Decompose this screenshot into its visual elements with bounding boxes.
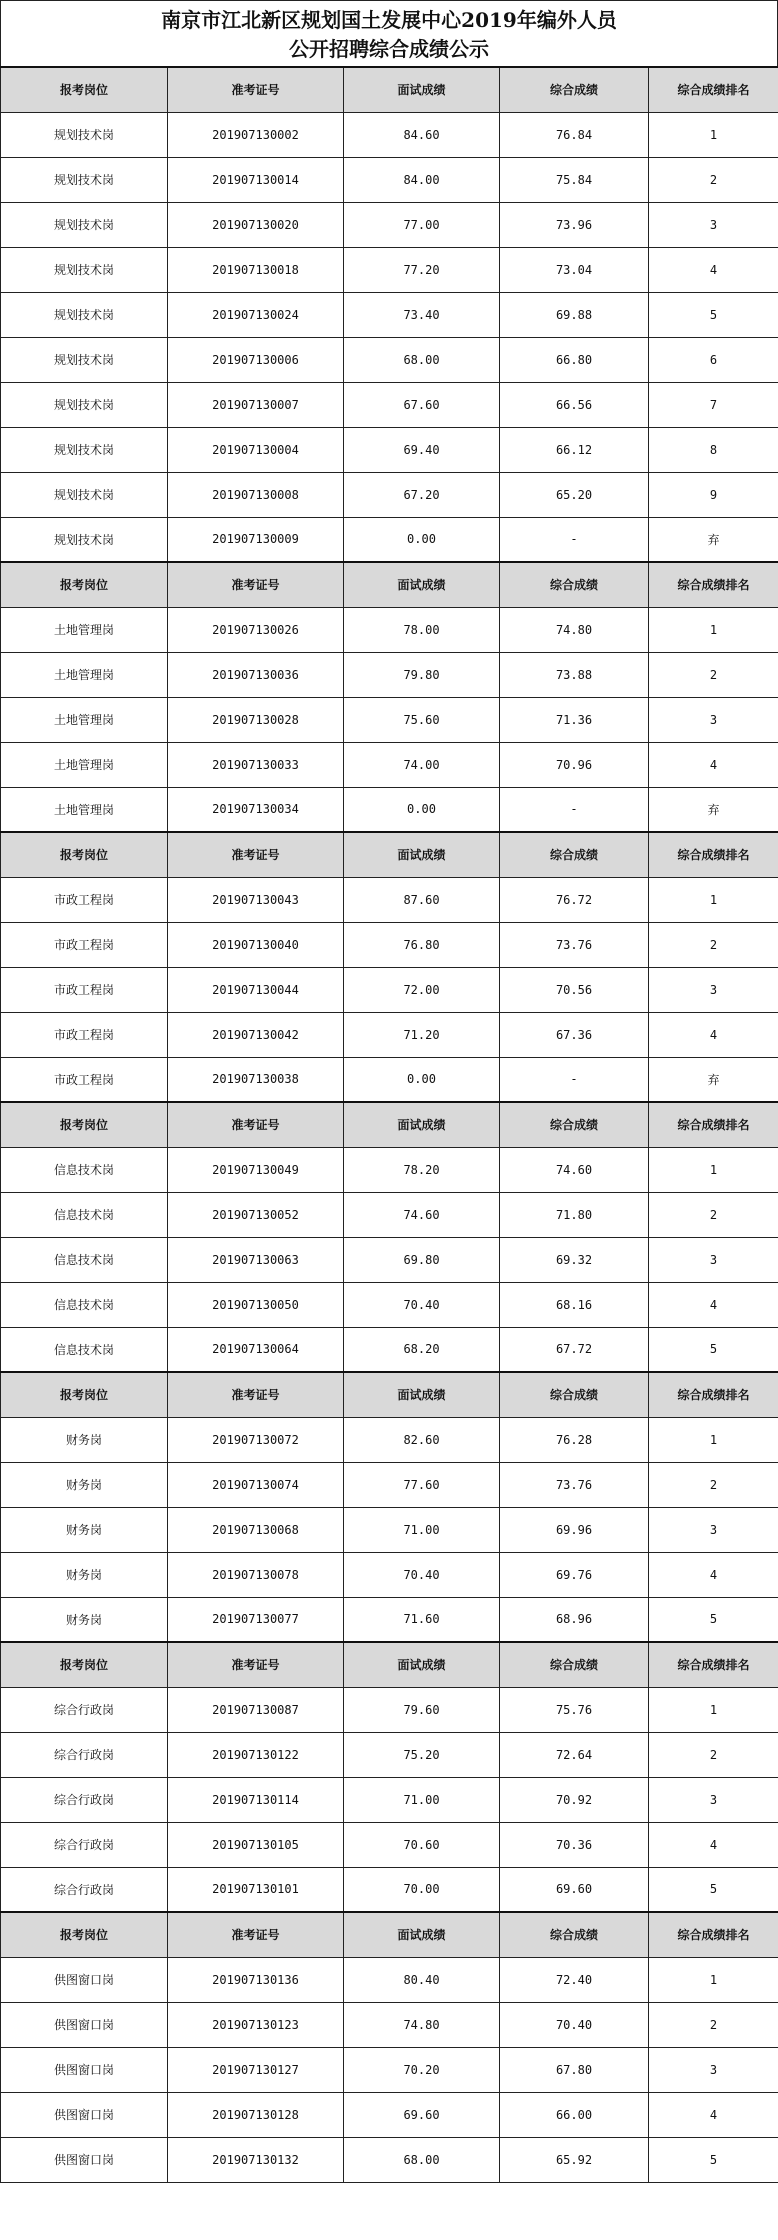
position-cell: 规划技术岗	[1, 427, 168, 472]
position-cell: 规划技术岗	[1, 202, 168, 247]
exam-id-cell: 201907130020	[168, 202, 344, 247]
position-cell: 市政工程岗	[1, 922, 168, 967]
interview-score-cell: 74.60	[344, 1192, 500, 1237]
rank-cell: 4	[649, 1282, 778, 1327]
interview-score-cell: 72.00	[344, 967, 500, 1012]
position-cell: 市政工程岗	[1, 877, 168, 922]
rank-cell: 5	[649, 2137, 778, 2182]
table-row	[1, 607, 778, 652]
total-score-cell: 65.20	[500, 472, 649, 517]
interview-score-cell: 69.60	[344, 2092, 500, 2137]
exam-id-cell: 201907130122	[168, 1732, 344, 1777]
rank-cell: 5	[649, 1597, 778, 1642]
total-score-cell: 72.64	[500, 1732, 649, 1777]
interview-score-cell: 87.60	[344, 877, 500, 922]
column-header: 准考证号	[168, 1372, 344, 1417]
exam-id-cell: 201907130024	[168, 292, 344, 337]
rank-cell: 2	[649, 1192, 778, 1237]
position-cell: 综合行政岗	[1, 1867, 168, 1912]
position-cell: 信息技术岗	[1, 1282, 168, 1327]
exam-id-cell: 201907130123	[168, 2002, 344, 2047]
total-score-cell: 76.72	[500, 877, 649, 922]
interview-score-cell: 74.00	[344, 742, 500, 787]
rank-cell: 4	[649, 1012, 778, 1057]
column-header: 报考岗位	[1, 832, 168, 877]
total-score-cell: 69.96	[500, 1507, 649, 1552]
position-cell: 供图窗口岗	[1, 2002, 168, 2047]
rank-cell: 1	[649, 1687, 778, 1732]
position-cell: 土地管理岗	[1, 697, 168, 742]
interview-score-cell: 82.60	[344, 1417, 500, 1462]
table-row	[1, 877, 778, 922]
total-score-cell: 71.36	[500, 697, 649, 742]
column-header: 综合成绩	[500, 562, 649, 607]
position-cell: 财务岗	[1, 1462, 168, 1507]
table-row	[1, 1732, 778, 1777]
exam-id-cell: 201907130068	[168, 1507, 344, 1552]
rank-cell: 7	[649, 382, 778, 427]
interview-score-cell: 69.80	[344, 1237, 500, 1282]
title-line-1: 南京市江北新区规划国土发展中心2019年编外人员	[161, 8, 617, 32]
rank-cell: 2	[649, 922, 778, 967]
table-row	[1, 1192, 778, 1237]
interview-score-cell: 79.60	[344, 1687, 500, 1732]
column-header: 面试成绩	[344, 1102, 500, 1147]
rank-cell: 4	[649, 1552, 778, 1597]
table-row	[1, 922, 778, 967]
position-cell: 土地管理岗	[1, 652, 168, 697]
position-cell: 规划技术岗	[1, 382, 168, 427]
column-header: 面试成绩	[344, 832, 500, 877]
exam-id-cell: 201907130004	[168, 427, 344, 472]
interview-score-cell: 68.20	[344, 1327, 500, 1372]
table-row	[1, 427, 778, 472]
exam-id-cell: 201907130026	[168, 607, 344, 652]
column-header: 综合成绩排名	[649, 67, 778, 112]
position-cell: 规划技术岗	[1, 337, 168, 382]
total-score-cell: 73.76	[500, 922, 649, 967]
exam-id-cell: 201907130014	[168, 157, 344, 202]
table-header-row	[1, 1372, 778, 1417]
total-score-cell: 66.56	[500, 382, 649, 427]
column-header: 面试成绩	[344, 1912, 500, 1957]
exam-id-cell: 201907130128	[168, 2092, 344, 2137]
rank-cell: 4	[649, 247, 778, 292]
table-row	[1, 292, 778, 337]
interview-score-cell: 75.20	[344, 1732, 500, 1777]
rank-cell: 2	[649, 1462, 778, 1507]
interview-score-cell: 70.00	[344, 1867, 500, 1912]
total-score-cell: 70.56	[500, 967, 649, 1012]
exam-id-cell: 201907130087	[168, 1687, 344, 1732]
interview-score-cell: 79.80	[344, 652, 500, 697]
column-header: 综合成绩排名	[649, 562, 778, 607]
total-score-cell: 67.80	[500, 2047, 649, 2092]
column-header: 综合成绩	[500, 1642, 649, 1687]
interview-score-cell: 73.40	[344, 292, 500, 337]
table-row	[1, 202, 778, 247]
table-row	[1, 1282, 778, 1327]
exam-id-cell: 201907130063	[168, 1237, 344, 1282]
rank-cell: 2	[649, 652, 778, 697]
interview-score-cell: 0.00	[344, 517, 500, 562]
exam-id-cell: 201907130136	[168, 1957, 344, 2002]
exam-id-cell: 201907130002	[168, 112, 344, 157]
table-row	[1, 1867, 778, 1912]
interview-score-cell: 75.60	[344, 697, 500, 742]
position-cell: 规划技术岗	[1, 292, 168, 337]
interview-score-cell: 70.60	[344, 1822, 500, 1867]
position-cell: 规划技术岗	[1, 517, 168, 562]
exam-id-cell: 201907130034	[168, 787, 344, 832]
rank-cell: 3	[649, 1237, 778, 1282]
table-row	[1, 787, 778, 832]
table-row	[1, 2047, 778, 2092]
rank-cell: 5	[649, 1867, 778, 1912]
table-row	[1, 382, 778, 427]
exam-id-cell: 201907130127	[168, 2047, 344, 2092]
total-score-cell: -	[500, 517, 649, 562]
position-cell: 财务岗	[1, 1597, 168, 1642]
interview-score-cell: 84.60	[344, 112, 500, 157]
table-row	[1, 1462, 778, 1507]
rank-cell: 1	[649, 112, 778, 157]
rank-cell: 3	[649, 2047, 778, 2092]
position-cell: 信息技术岗	[1, 1192, 168, 1237]
position-cell: 供图窗口岗	[1, 2092, 168, 2137]
rank-cell: 4	[649, 1822, 778, 1867]
table-row	[1, 112, 778, 157]
column-header: 面试成绩	[344, 67, 500, 112]
total-score-cell: 72.40	[500, 1957, 649, 2002]
exam-id-cell: 201907130018	[168, 247, 344, 292]
table-row	[1, 1237, 778, 1282]
column-header: 准考证号	[168, 67, 344, 112]
total-score-cell: 73.88	[500, 652, 649, 697]
position-cell: 市政工程岗	[1, 1012, 168, 1057]
table-header-row	[1, 832, 778, 877]
rank-cell: 弃	[649, 787, 778, 832]
exam-id-cell: 201907130132	[168, 2137, 344, 2182]
table-row	[1, 1957, 778, 2002]
table-row	[1, 1057, 778, 1102]
column-header: 报考岗位	[1, 1912, 168, 1957]
column-header: 综合成绩排名	[649, 832, 778, 877]
column-header: 综合成绩排名	[649, 1912, 778, 1957]
exam-id-cell: 201907130042	[168, 1012, 344, 1057]
rank-cell: 弃	[649, 517, 778, 562]
interview-score-cell: 70.40	[344, 1282, 500, 1327]
total-score-cell: 70.92	[500, 1777, 649, 1822]
table-header-row	[1, 1642, 778, 1687]
column-header: 准考证号	[168, 1102, 344, 1147]
interview-score-cell: 77.00	[344, 202, 500, 247]
total-score-cell: 74.80	[500, 607, 649, 652]
exam-id-cell: 201907130114	[168, 1777, 344, 1822]
interview-score-cell: 77.60	[344, 1462, 500, 1507]
position-cell: 市政工程岗	[1, 1057, 168, 1102]
rank-cell: 1	[649, 1147, 778, 1192]
total-score-cell: 68.96	[500, 1597, 649, 1642]
table-header-row	[1, 562, 778, 607]
interview-score-cell: 74.80	[344, 2002, 500, 2047]
title-line-2: 公开招聘综合成绩公示	[289, 37, 489, 61]
position-cell: 财务岗	[1, 1507, 168, 1552]
total-score-cell: 75.84	[500, 157, 649, 202]
exam-id-cell: 201907130078	[168, 1552, 344, 1597]
total-score-cell: 76.28	[500, 1417, 649, 1462]
position-cell: 规划技术岗	[1, 247, 168, 292]
position-cell: 财务岗	[1, 1417, 168, 1462]
table-row	[1, 1147, 778, 1192]
rank-cell: 2	[649, 1732, 778, 1777]
table-header-row	[1, 1102, 778, 1147]
interview-score-cell: 77.20	[344, 247, 500, 292]
rank-cell: 1	[649, 1957, 778, 2002]
table-row	[1, 1822, 778, 1867]
table-row	[1, 517, 778, 562]
exam-id-cell: 201907130036	[168, 652, 344, 697]
column-header: 综合成绩排名	[649, 1372, 778, 1417]
interview-score-cell: 71.60	[344, 1597, 500, 1642]
table-row	[1, 1012, 778, 1057]
exam-id-cell: 201907130052	[168, 1192, 344, 1237]
column-header: 报考岗位	[1, 562, 168, 607]
table-row	[1, 337, 778, 382]
interview-score-cell: 71.20	[344, 1012, 500, 1057]
position-cell: 财务岗	[1, 1552, 168, 1597]
total-score-cell: 67.72	[500, 1327, 649, 1372]
rank-cell: 6	[649, 337, 778, 382]
position-cell: 市政工程岗	[1, 967, 168, 1012]
interview-score-cell: 76.80	[344, 922, 500, 967]
interview-score-cell: 78.20	[344, 1147, 500, 1192]
exam-id-cell: 201907130077	[168, 1597, 344, 1642]
interview-score-cell: 80.40	[344, 1957, 500, 2002]
table-header-row	[1, 67, 778, 112]
column-header: 面试成绩	[344, 1642, 500, 1687]
table-header-row	[1, 1912, 778, 1957]
column-header: 准考证号	[168, 562, 344, 607]
rank-cell: 3	[649, 202, 778, 247]
total-score-cell: 66.12	[500, 427, 649, 472]
position-cell: 规划技术岗	[1, 472, 168, 517]
exam-id-cell: 201907130028	[168, 697, 344, 742]
rank-cell: 3	[649, 697, 778, 742]
total-score-cell: 71.80	[500, 1192, 649, 1237]
total-score-cell: 69.32	[500, 1237, 649, 1282]
exam-id-cell: 201907130007	[168, 382, 344, 427]
rank-cell: 5	[649, 292, 778, 337]
total-score-cell: 73.96	[500, 202, 649, 247]
exam-id-cell: 201907130064	[168, 1327, 344, 1372]
exam-id-cell: 201907130072	[168, 1417, 344, 1462]
position-cell: 信息技术岗	[1, 1147, 168, 1192]
position-cell: 土地管理岗	[1, 787, 168, 832]
rank-cell: 3	[649, 967, 778, 1012]
interview-score-cell: 67.60	[344, 382, 500, 427]
table-row	[1, 652, 778, 697]
column-header: 面试成绩	[344, 562, 500, 607]
total-score-cell: 69.60	[500, 1867, 649, 1912]
position-cell: 土地管理岗	[1, 742, 168, 787]
total-score-cell: 69.76	[500, 1552, 649, 1597]
position-cell: 土地管理岗	[1, 607, 168, 652]
exam-id-cell: 201907130038	[168, 1057, 344, 1102]
table-row	[1, 472, 778, 517]
interview-score-cell: 70.40	[344, 1552, 500, 1597]
table-row	[1, 742, 778, 787]
score-table-body	[1, 67, 778, 2182]
exam-id-cell: 201907130040	[168, 922, 344, 967]
total-score-cell: 73.76	[500, 1462, 649, 1507]
total-score-cell: 75.76	[500, 1687, 649, 1732]
interview-score-cell: 68.00	[344, 2137, 500, 2182]
total-score-cell: 65.92	[500, 2137, 649, 2182]
column-header: 准考证号	[168, 832, 344, 877]
total-score-cell: 76.84	[500, 112, 649, 157]
column-header: 综合成绩	[500, 1102, 649, 1147]
column-header: 报考岗位	[1, 1372, 168, 1417]
total-score-cell: -	[500, 1057, 649, 1102]
total-score-cell: 68.16	[500, 1282, 649, 1327]
rank-cell: 1	[649, 877, 778, 922]
rank-cell: 9	[649, 472, 778, 517]
exam-id-cell: 201907130050	[168, 1282, 344, 1327]
exam-id-cell: 201907130009	[168, 517, 344, 562]
rank-cell: 2	[649, 157, 778, 202]
interview-score-cell: 84.00	[344, 157, 500, 202]
position-cell: 规划技术岗	[1, 157, 168, 202]
column-header: 准考证号	[168, 1912, 344, 1957]
total-score-cell: 70.40	[500, 2002, 649, 2047]
column-header: 综合成绩	[500, 1912, 649, 1957]
table-row	[1, 157, 778, 202]
rank-cell: 1	[649, 1417, 778, 1462]
column-header: 综合成绩排名	[649, 1102, 778, 1147]
total-score-cell: 70.36	[500, 1822, 649, 1867]
column-header: 综合成绩	[500, 67, 649, 112]
exam-id-cell: 201907130008	[168, 472, 344, 517]
interview-score-cell: 78.00	[344, 607, 500, 652]
table-row	[1, 2092, 778, 2137]
rank-cell: 4	[649, 2092, 778, 2137]
rank-cell: 5	[649, 1327, 778, 1372]
total-score-cell: 66.80	[500, 337, 649, 382]
total-score-cell: -	[500, 787, 649, 832]
page-title	[0, 0, 778, 66]
score-table	[0, 66, 778, 2183]
exam-id-cell: 201907130105	[168, 1822, 344, 1867]
total-score-cell: 70.96	[500, 742, 649, 787]
exam-id-cell: 201907130033	[168, 742, 344, 787]
column-header: 报考岗位	[1, 1642, 168, 1687]
rank-cell: 弃	[649, 1057, 778, 1102]
position-cell: 综合行政岗	[1, 1822, 168, 1867]
rank-cell: 2	[649, 2002, 778, 2047]
table-row	[1, 247, 778, 292]
position-cell: 供图窗口岗	[1, 1957, 168, 2002]
interview-score-cell: 71.00	[344, 1507, 500, 1552]
total-score-cell: 73.04	[500, 247, 649, 292]
total-score-cell: 67.36	[500, 1012, 649, 1057]
position-cell: 供图窗口岗	[1, 2047, 168, 2092]
column-header: 准考证号	[168, 1642, 344, 1687]
table-row	[1, 1552, 778, 1597]
position-cell: 规划技术岗	[1, 112, 168, 157]
rank-cell: 3	[649, 1507, 778, 1552]
exam-id-cell: 201907130043	[168, 877, 344, 922]
table-row	[1, 1417, 778, 1462]
interview-score-cell: 0.00	[344, 787, 500, 832]
column-header: 综合成绩排名	[649, 1642, 778, 1687]
table-row	[1, 1687, 778, 1732]
total-score-cell: 69.88	[500, 292, 649, 337]
exam-id-cell: 201907130006	[168, 337, 344, 382]
exam-id-cell: 201907130074	[168, 1462, 344, 1507]
interview-score-cell: 68.00	[344, 337, 500, 382]
interview-score-cell: 69.40	[344, 427, 500, 472]
position-cell: 综合行政岗	[1, 1777, 168, 1822]
table-row	[1, 1777, 778, 1822]
table-row	[1, 1597, 778, 1642]
position-cell: 信息技术岗	[1, 1327, 168, 1372]
rank-cell: 4	[649, 742, 778, 787]
total-score-cell: 74.60	[500, 1147, 649, 1192]
table-row	[1, 967, 778, 1012]
rank-cell: 3	[649, 1777, 778, 1822]
table-row	[1, 1507, 778, 1552]
column-header: 综合成绩	[500, 1372, 649, 1417]
column-header: 报考岗位	[1, 1102, 168, 1147]
exam-id-cell: 201907130049	[168, 1147, 344, 1192]
column-header: 报考岗位	[1, 67, 168, 112]
column-header: 综合成绩	[500, 832, 649, 877]
rank-cell: 1	[649, 607, 778, 652]
position-cell: 供图窗口岗	[1, 2137, 168, 2182]
column-header: 面试成绩	[344, 1372, 500, 1417]
exam-id-cell: 201907130101	[168, 1867, 344, 1912]
total-score-cell: 66.00	[500, 2092, 649, 2137]
interview-score-cell: 67.20	[344, 472, 500, 517]
table-row	[1, 2002, 778, 2047]
position-cell: 信息技术岗	[1, 1237, 168, 1282]
exam-id-cell: 201907130044	[168, 967, 344, 1012]
table-row	[1, 697, 778, 742]
position-cell: 综合行政岗	[1, 1687, 168, 1732]
interview-score-cell: 70.20	[344, 2047, 500, 2092]
table-row	[1, 1327, 778, 1372]
rank-cell: 8	[649, 427, 778, 472]
position-cell: 综合行政岗	[1, 1732, 168, 1777]
interview-score-cell: 71.00	[344, 1777, 500, 1822]
interview-score-cell: 0.00	[344, 1057, 500, 1102]
table-row	[1, 2137, 778, 2182]
